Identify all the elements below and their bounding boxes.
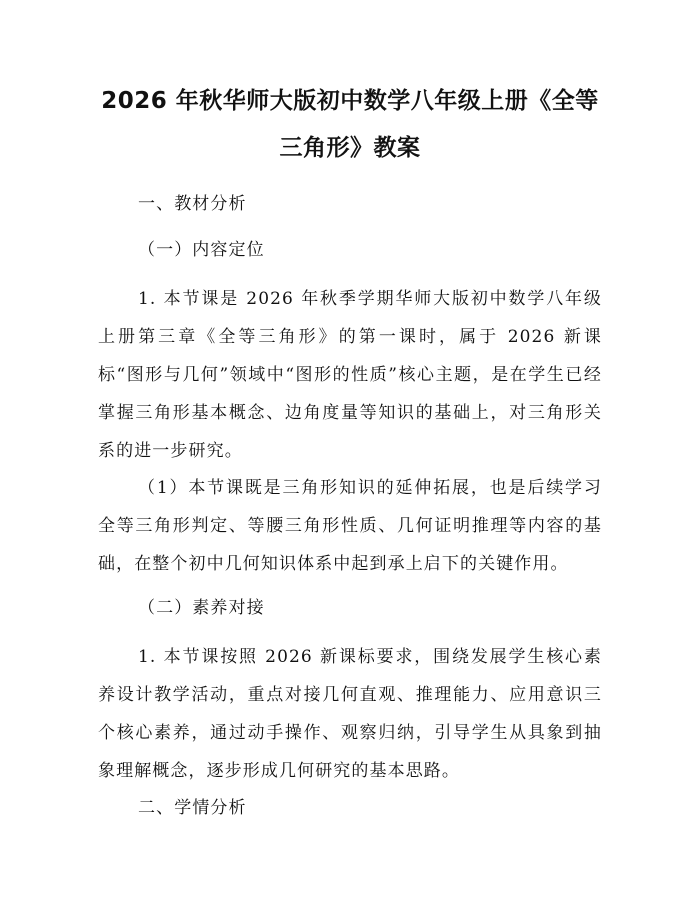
document-title: 2026 年秋华师大版初中数学八年级上册《全等三角形》教案 [101,88,599,161]
paragraph-lesson-role: （1）本节课既是三角形知识的延伸拓展，也是后续学习全等三角形判定、等腰三角形性质、几何证明推理等内容的基础，在整个初中几何知识体系中起到承上启下的关键作用。 [98,478,602,574]
subsection-heading-competency-alignment: （二）素养对接 [138,598,265,618]
subsection-heading-content-positioning: （一）内容定位 [138,240,265,260]
paragraph-core-competencies: 1. 本节课按照 2026 新课标要求，围绕发展学生核心素养设计教学活动，重点对接几何直观、推理能力、应用意识三个核心素养，通过动手操作、观察归纳，引导学生从具象到抽象理解概念，逐步形成几何研究的基本思路。 [98,647,602,781]
section-heading-student-analysis: 二、学情分析 [138,798,247,818]
section-heading-textbook-analysis: 一、教材分析 [138,194,247,214]
paragraph-lesson-overview: 1. 本节课是 2026 年秋季学期华师大版初中数学八年级上册第三章《全等三角形》的第一课时，属于 2026 新课标“图形与几何”领域中“图形的性质”核心主题，是在学生已经掌握三角形基本概念、边角度量等知识的基础上，对三角形关系的进一步研究。 [98,289,602,461]
